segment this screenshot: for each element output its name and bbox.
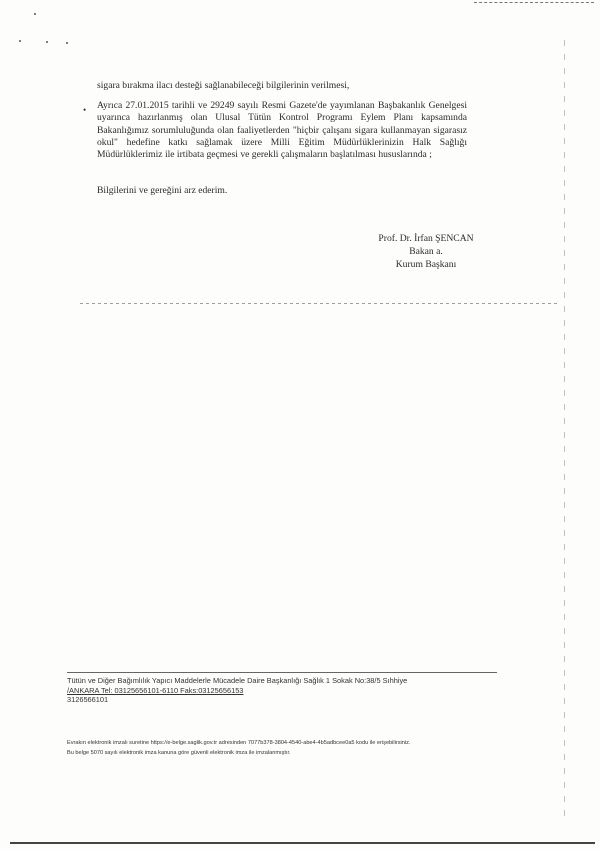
signature-block <box>366 232 486 271</box>
separator-line <box>80 303 560 304</box>
signatory-name: Prof. Dr. İrfan ŞENCAN <box>378 233 474 244</box>
letter-line-1: sigara bırakma ilacı desteği sağlanabileceği bilgilerinin verilmesi, <box>97 80 350 91</box>
scan-speck <box>66 42 68 44</box>
notice-line-2: Bu belge 5070 sayılı elektronik imza kanuna göre güvenli elektronik imza ile imzalanmıştır. <box>67 750 291 756</box>
letter-paragraph-2: Ayrıca 27.01.2015 tarihli ve 29249 sayılı Resmi Gazete'de yayımlanan Başbakanlık Genelgesi uyarınca hazırlanmış olan Ulusal Tütün Kontrol Programı Eylem Planı kapsamında Bakanlığımız sorumluluğunda olan faaliyetlerden "hiçbir çalışanı sigara kullanmayan sigarasız okul" hedefine katkı sağlamak üzere Milli Eğitim Müdürlüklerinizin Halk Sağlığı Müdürlüklerimiz ile irtibata geçmesi ve gerekli çalışmaların başlatılması hususlarında ; <box>97 100 467 161</box>
bullet-dot: • <box>83 105 87 115</box>
scan-speck <box>34 13 36 15</box>
footer-rule <box>67 672 497 673</box>
scan-speck <box>19 40 21 42</box>
signatory-title-2: Kurum Başkanı <box>395 259 457 270</box>
notice-line-1: Evrakın elektronik imzalı suretine https://e-belge.saglik.gov.tr adresinden 7077b378-3804-4540-abe4-4b5adbcee0a5 kodu ile erişebilirsiniz. <box>67 740 411 746</box>
footer-line-3: 3126566101 <box>67 695 109 705</box>
scan-bottom-edge <box>10 842 595 844</box>
letter-closing: Bilgilerini ve gereğini arz ederim. <box>97 185 228 196</box>
footer-address <box>67 676 467 705</box>
signatory-title-1: Bakan a. <box>409 246 443 257</box>
footer-line-1: Tütün ve Diğer Bağımlılık Yapıcı Maddelerle Mücadele Daire Başkanlığı Sağlık 1 Sokak No:38/5 Sıhhiye <box>67 676 408 685</box>
scan-noise-top <box>474 2 594 9</box>
footer-line-2: /ANKARA Tel: 03125656101-6110 Faks:03125656153 <box>67 685 244 695</box>
scan-speck <box>46 41 48 43</box>
scan-edge-line <box>564 40 565 820</box>
e-signature-notice <box>67 738 517 758</box>
